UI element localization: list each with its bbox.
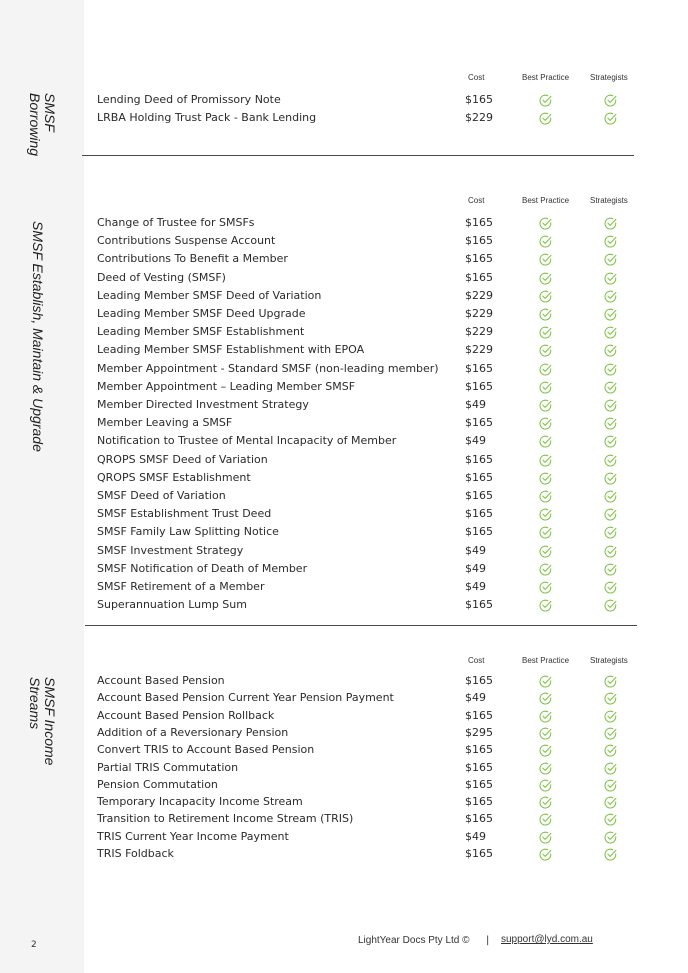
check-circle-icon	[604, 94, 617, 107]
page-number: 2	[31, 940, 37, 950]
footer-email-link[interactable]: support@lyd.com.au	[501, 934, 593, 945]
table-row	[84, 760, 644, 778]
table-row	[84, 233, 644, 251]
document-name: Contributions Suspense Account	[97, 234, 276, 248]
document-cost: $49	[465, 691, 486, 705]
document-name: TRIS Current Year Income Payment	[97, 829, 289, 843]
check-circle-icon	[604, 344, 617, 357]
table-row	[84, 725, 644, 743]
table-row	[84, 452, 644, 470]
check-circle-icon	[539, 344, 552, 357]
document-cost: $165	[465, 93, 493, 106]
document-name: Deed of Vesting (SMSF)	[97, 270, 226, 284]
check-circle-icon	[539, 744, 552, 757]
document-cost: $165	[465, 525, 493, 539]
document-name: Member Leaving a SMSF	[97, 416, 233, 430]
table-row	[84, 742, 644, 760]
best-practice-header: Best Practice	[522, 73, 570, 82]
document-cost: $229	[465, 307, 493, 320]
check-circle-icon	[604, 235, 617, 248]
section-divider	[82, 155, 634, 156]
check-circle-icon	[539, 545, 552, 558]
table-row	[84, 342, 644, 360]
best-practice-header: Best Practice	[522, 196, 570, 205]
document-cost: $229	[465, 111, 493, 125]
document-cost: $165	[465, 379, 493, 393]
check-circle-icon	[604, 762, 617, 775]
check-circle-icon	[604, 472, 617, 485]
table-row	[84, 92, 644, 110]
document-cost: $49	[465, 434, 486, 448]
table-row	[84, 506, 644, 524]
check-circle-icon	[604, 399, 617, 412]
section-3	[84, 653, 644, 875]
document-cost: $165	[465, 598, 493, 612]
document-cost: $165	[465, 507, 493, 521]
section-label: SMSF Income	[42, 677, 58, 766]
table-row	[84, 397, 644, 415]
document-cost: $165	[465, 777, 493, 791]
check-circle-icon	[539, 235, 552, 248]
table-row	[84, 708, 644, 726]
check-circle-icon	[604, 435, 617, 448]
document-cost: $49	[465, 543, 486, 557]
table-row	[84, 433, 644, 451]
check-circle-icon	[604, 290, 617, 303]
check-circle-icon	[604, 308, 617, 321]
check-circle-icon	[604, 326, 617, 339]
check-circle-icon	[604, 381, 617, 394]
document-name: Lending Deed of Promissory Note	[97, 93, 281, 106]
document-name: LRBA Holding Trust Pack - Bank Lending	[97, 111, 317, 125]
check-circle-icon	[604, 779, 617, 792]
check-circle-icon	[604, 217, 617, 230]
document-name: Account Based Pension Rollback	[97, 708, 275, 722]
check-circle-icon	[539, 435, 552, 448]
table-row	[84, 690, 644, 708]
check-circle-icon	[539, 508, 552, 521]
document-cost: $49	[465, 561, 486, 575]
table-row	[84, 524, 644, 542]
document-name: Convert TRIS to Account Based Pension	[97, 743, 315, 757]
document-cost: $229	[465, 288, 493, 302]
document-name: Member Appointment - Standard SMSF (non-leading member)	[97, 361, 439, 375]
document-cost: $165	[465, 489, 493, 502]
check-circle-icon	[604, 796, 617, 809]
check-circle-icon	[604, 272, 617, 285]
table-row	[84, 673, 644, 691]
check-circle-icon	[604, 112, 617, 125]
check-circle-icon	[604, 253, 617, 266]
check-circle-icon	[604, 454, 617, 467]
check-circle-icon	[539, 417, 552, 430]
document-name: Account Based Pension Current Year Pension Payment	[97, 691, 394, 705]
document-cost: $165	[465, 234, 493, 248]
check-circle-icon	[604, 363, 617, 376]
document-cost: $165	[465, 452, 493, 466]
check-circle-icon	[539, 217, 552, 230]
table-row	[84, 306, 644, 324]
document-cost: $165	[465, 674, 493, 687]
check-circle-icon	[539, 112, 552, 125]
check-circle-icon	[539, 272, 552, 285]
check-circle-icon	[539, 581, 552, 594]
check-circle-icon	[604, 848, 617, 861]
document-cost: $165	[465, 743, 493, 757]
table-row	[84, 488, 644, 506]
check-circle-icon	[539, 490, 552, 503]
table-row	[84, 846, 644, 864]
document-name: SMSF Investment Strategy	[97, 543, 244, 557]
check-circle-icon	[604, 727, 617, 740]
table-row	[84, 579, 644, 597]
document-cost: $165	[465, 470, 493, 484]
table-row	[84, 110, 644, 128]
document-name: TRIS Foldback	[97, 847, 174, 860]
check-circle-icon	[604, 831, 617, 844]
check-circle-icon	[604, 692, 617, 705]
check-circle-icon	[539, 848, 552, 861]
table-row	[84, 470, 644, 488]
document-name: Member Appointment – Leading Member SMSF	[97, 379, 356, 393]
document-name: Addition of a Reversionary Pension	[97, 725, 289, 739]
footer-separator: |	[486, 935, 490, 946]
check-circle-icon	[539, 813, 552, 826]
check-circle-icon	[539, 563, 552, 576]
check-circle-icon	[539, 363, 552, 376]
document-name: Change of Trustee for SMSFs	[97, 216, 255, 229]
document-cost: $295	[465, 725, 493, 739]
table-row	[84, 379, 644, 397]
table-row	[84, 811, 644, 829]
document-cost: $165	[465, 252, 493, 266]
check-circle-icon	[604, 813, 617, 826]
document-name: Member Directed Investment Strategy	[97, 398, 309, 411]
check-circle-icon	[539, 675, 552, 688]
document-name: QROPS SMSF Establishment	[97, 470, 251, 484]
document-cost: $165	[465, 847, 493, 860]
table-row	[84, 543, 644, 561]
section-label: Borrowing	[27, 93, 43, 157]
document-name: Pension Commutation	[97, 777, 218, 791]
section-divider	[85, 625, 637, 626]
document-name: Leading Member SMSF Establishment	[97, 325, 305, 339]
check-circle-icon	[604, 490, 617, 503]
section-1	[84, 70, 644, 157]
document-cost: $165	[465, 361, 493, 375]
check-circle-icon	[539, 472, 552, 485]
check-circle-icon	[539, 710, 552, 723]
check-circle-icon	[539, 831, 552, 844]
check-circle-icon	[539, 381, 552, 394]
document-cost: $229	[465, 325, 493, 339]
document-name: SMSF Family Law Splitting Notice	[97, 525, 279, 539]
document-cost: $165	[465, 812, 493, 826]
document-name: Account Based Pension	[97, 674, 225, 687]
document-name: SMSF Establishment Trust Deed	[97, 507, 272, 521]
cost-header: Cost	[468, 656, 485, 665]
document-cost: $165	[465, 760, 493, 774]
check-circle-icon	[604, 599, 617, 612]
table-row	[84, 597, 644, 615]
document-name: Temporary Incapacity Income Stream	[97, 795, 303, 809]
document-cost: $165	[465, 270, 493, 284]
strategists-header: Strategists	[590, 73, 628, 82]
strategists-header: Strategists	[590, 656, 628, 665]
check-circle-icon	[604, 417, 617, 430]
check-circle-icon	[604, 581, 617, 594]
check-circle-icon	[604, 508, 617, 521]
section-2	[84, 193, 644, 627]
best-practice-header: Best Practice	[522, 656, 570, 665]
table-row	[84, 415, 644, 433]
document-name: Notification to Trustee of Mental Incapacity of Member	[97, 434, 397, 448]
document-name: Superannuation Lump Sum	[97, 598, 247, 612]
check-circle-icon	[539, 779, 552, 792]
check-circle-icon	[539, 454, 552, 467]
table-row	[84, 324, 644, 342]
check-circle-icon	[539, 599, 552, 612]
document-name: QROPS SMSF Deed of Variation	[97, 452, 268, 466]
document-cost: $165	[465, 795, 493, 809]
check-circle-icon	[539, 290, 552, 303]
document-cost: $49	[465, 580, 486, 593]
check-circle-icon	[604, 710, 617, 723]
cost-header: Cost	[468, 196, 485, 205]
check-circle-icon	[539, 399, 552, 412]
table-row	[84, 215, 644, 233]
check-circle-icon	[539, 526, 552, 539]
section-label: SMSF Establish, Maintain & Upgrade	[30, 221, 46, 452]
document-name: Contributions To Benefit a Member	[97, 252, 288, 266]
document-name: Partial TRIS Commutation	[97, 760, 239, 774]
table-row	[84, 561, 644, 579]
document-name: SMSF Retirement of a Member	[97, 580, 265, 593]
table-row	[84, 251, 644, 269]
check-circle-icon	[604, 675, 617, 688]
cost-header: Cost	[468, 73, 485, 82]
section-label: Streams	[27, 677, 43, 730]
document-cost: $165	[465, 416, 493, 430]
check-circle-icon	[604, 744, 617, 757]
table-row	[84, 777, 644, 795]
table-row	[84, 829, 644, 847]
check-circle-icon	[604, 526, 617, 539]
check-circle-icon	[539, 762, 552, 775]
document-name: SMSF Deed of Variation	[97, 489, 226, 502]
document-cost: $229	[465, 343, 493, 357]
check-circle-icon	[604, 563, 617, 576]
footer-company: LightYear Docs Pty Ltd ©	[358, 935, 470, 946]
section-label: SMSF	[42, 93, 58, 132]
strategists-header: Strategists	[590, 196, 628, 205]
table-row	[84, 288, 644, 306]
check-circle-icon	[539, 326, 552, 339]
document-name: Leading Member SMSF Deed of Variation	[97, 288, 322, 302]
check-circle-icon	[539, 727, 552, 740]
document-name: Leading Member SMSF Establishment with EPOA	[97, 343, 365, 357]
table-row	[84, 270, 644, 288]
check-circle-icon	[539, 94, 552, 107]
document-cost: $49	[465, 829, 486, 843]
check-circle-icon	[604, 545, 617, 558]
document-cost: $165	[465, 708, 493, 722]
table-row	[84, 361, 644, 379]
table-row	[84, 794, 644, 812]
document-name: SMSF Notification of Death of Member	[97, 561, 308, 575]
check-circle-icon	[539, 692, 552, 705]
check-circle-icon	[539, 308, 552, 321]
document-cost: $49	[465, 398, 486, 411]
document-name: Transition to Retirement Income Stream (TRIS)	[97, 812, 354, 826]
check-circle-icon	[539, 253, 552, 266]
document-cost: $165	[465, 216, 493, 229]
document-name: Leading Member SMSF Deed Upgrade	[97, 307, 306, 320]
check-circle-icon	[539, 796, 552, 809]
